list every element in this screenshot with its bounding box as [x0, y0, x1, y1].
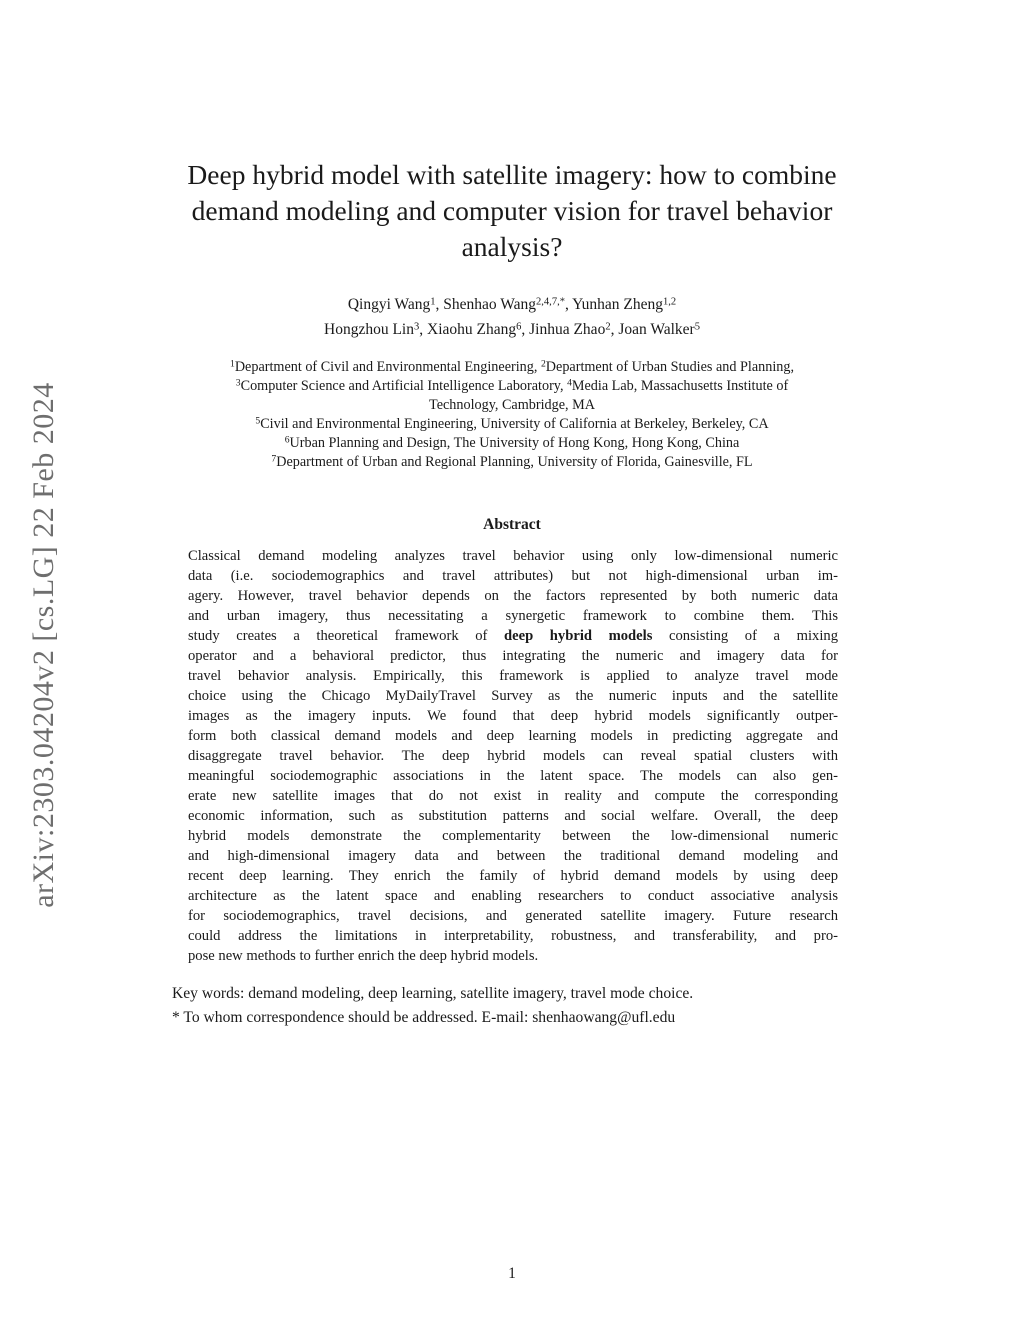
affiliation-line [150, 453, 874, 472]
author-name: Shenhao Wang [443, 296, 537, 313]
affiliation-text: Media Lab, Massachusetts Institute of [571, 378, 789, 394]
keywords: Key words: demand modeling, deep learning, satellite imagery, travel mode choice. [172, 985, 694, 1002]
affiliation-mark: 4 [567, 377, 572, 389]
author-affiliation-mark: 1,2 [663, 296, 677, 308]
affiliation-mark: 5 [255, 415, 261, 427]
author-line: Hongzhou Lin$^3$, Xiaohu Zhang$^6$, Jinhua Zhao$^2$, Joan Walker$^5$ [324, 321, 700, 338]
abstract-line: travel behavior analysis. Empirically, this framework is applied to analyze travel mode [188, 668, 838, 684]
affiliation-text: Department of Civil and Environmental Engineering, [234, 359, 538, 375]
affiliation-mark: 7 [271, 453, 277, 465]
affiliation-text: Computer Science and Artificial Intelligence Laboratory, [240, 378, 564, 394]
affiliation-text: Department of Urban Studies and Planning, [545, 359, 795, 375]
author-name: Yunhan Zheng [572, 296, 663, 313]
abstract-line: for sociodemographics, travel decisions, and generated satellite imagery. Future research [188, 908, 838, 924]
affiliation-line [150, 415, 874, 434]
abstract-line: choice using the Chicago MyDailyTravel Survey as the numeric inputs and the satellite [188, 688, 838, 704]
author-line: Qingyi Wang$^1$, Shenhao Wang$^{2,4,7,*}$, Yunhan Zheng$^{1,2}$ [347, 296, 677, 313]
affiliation-line [150, 358, 874, 377]
affiliation-line [150, 377, 874, 396]
author-name: Qingyi Wang [347, 296, 431, 313]
author-affiliation-mark: 5 [694, 321, 700, 333]
abstract-line: meaningful sociodemographic associations in the latent space. The models can also gen- [188, 768, 838, 784]
abstract-line: architecture as the latent space and enabling researchers to conduct associative analysis [188, 888, 838, 904]
abstract-line: hybrid models demonstrate the complementarity between the low-dimensional numeric [188, 828, 838, 844]
author-affiliation-mark: 1 [430, 296, 436, 308]
abstract-line: and urban imagery, thus necessitating a synergetic framework to combine them. This [188, 608, 838, 624]
abstract-line: and high-dimensional imagery data and between the traditional demand modeling and [188, 848, 838, 864]
abstract-line: economic information, such as substitution patterns and social welfare. Overall, the deep [188, 808, 838, 824]
affiliation-mark: 2 [540, 358, 546, 370]
abstract-line [188, 626, 838, 646]
abstract-heading: Abstract [483, 516, 541, 533]
abstract-text: study creates a theoretical framework of [188, 628, 505, 644]
affiliation-line [150, 434, 874, 453]
abstract-line: images as the imagery inputs. We found that deep hybrid models significantly outper- [188, 708, 838, 724]
abstract-bold-term: deep hybrid models [504, 628, 653, 644]
affiliation-mark: 1 [229, 358, 235, 370]
abstract-line: form both classical demand models and deep learning models in predicting aggregate and [188, 728, 838, 744]
abstract-line: recent deep learning. They enrich the family of hybrid demand models by using deep [188, 868, 838, 884]
title-line: demand modeling and computer vision for travel behavior [191, 195, 833, 226]
affiliation-mark: 3 [235, 377, 241, 389]
author-list [150, 292, 874, 342]
author-affiliation-mark: 3 [413, 321, 420, 333]
abstract-line: disaggregate travel behavior. The deep hybrid models can reveal spatial clusters with [188, 748, 838, 764]
abstract-line: agery. However, travel behavior depends on the factors represented by both numeric data [188, 588, 838, 604]
abstract-body [188, 546, 838, 966]
abstract-line: erate new satellite images that do not exist in reality and compute the corresponding [188, 788, 838, 804]
arxiv-identifier-stamp: arXiv:2303.04204v2 [cs.LG] 22 Feb 2024 [27, 382, 60, 908]
author-name: Jinhua Zhao [529, 321, 606, 338]
author-affiliation-mark: 2,4,7,* [536, 296, 565, 308]
paper-title [150, 157, 874, 265]
abstract-text: consisting of a mixing [652, 628, 838, 644]
affiliation-text: Department of Urban and Regional Planning, University of Florida, Gainesville, FL [276, 454, 753, 470]
affiliation-text: Technology, Cambridge, MA [429, 397, 595, 413]
author-name: Xiaohu Zhang [427, 321, 517, 338]
author-affiliation-mark: 6 [516, 321, 522, 333]
title-line: Deep hybrid model with satellite imagery: how to combine [187, 159, 837, 190]
abstract-line: could address the limitations in interpretability, robustness, and transferability, and pro- [188, 928, 838, 944]
abstract-line: pose new methods to further enrich the deep hybrid models. [188, 948, 539, 964]
affiliation-text: Urban Planning and Design, The University of Hong Kong, Hong Kong, China [289, 435, 740, 451]
affiliation-mark: 6 [284, 434, 290, 446]
page-number: 1 [508, 1265, 516, 1282]
author-name: Joan Walker [618, 321, 695, 338]
abstract-line: data (i.e. sociodemographics and travel attributes) but not high-dimensional urban im- [188, 568, 838, 584]
correspondence-note: * To whom correspondence should be addressed. E-mail: shenhaowang@ufl.edu [172, 1009, 676, 1026]
author-affiliation-mark: 2 [605, 321, 611, 333]
affiliation-text: Civil and Environmental Engineering, University of California at Berkeley, Berkeley, CA [260, 416, 769, 432]
abstract-line: Classical demand modeling analyzes travel behavior using only low-dimensional numeric [188, 548, 838, 564]
affiliation-line [150, 396, 874, 415]
title-line: analysis? [461, 231, 563, 262]
author-name: Hongzhou Lin [324, 321, 414, 338]
affiliation-list [150, 358, 874, 472]
abstract-line: operator and a behavioral predictor, thus integrating the numeric and imagery data for [188, 648, 838, 664]
